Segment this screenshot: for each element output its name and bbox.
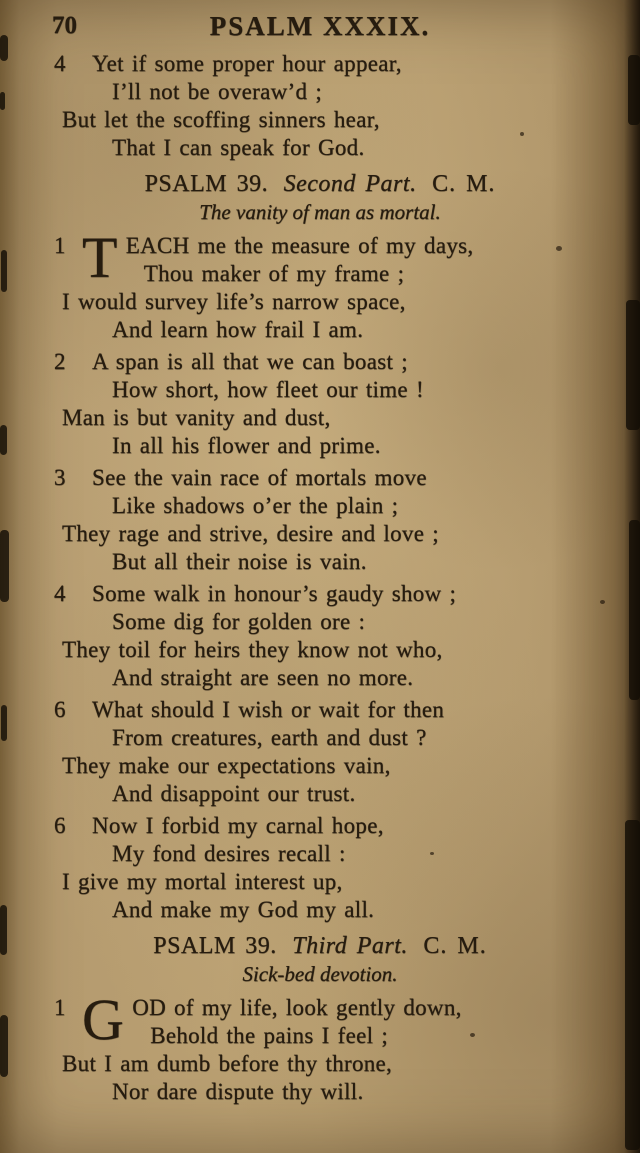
verse-line: But I am dumb before thy throne, bbox=[62, 1051, 393, 1076]
verse-line: And straight are seen no more. bbox=[112, 665, 414, 690]
verse-line: Some walk in honour’s gaudy show ; bbox=[92, 581, 457, 606]
binding-mark-left bbox=[1, 705, 7, 741]
binding-mark-left bbox=[0, 1015, 8, 1077]
psalm-subtitle: The vanity of man as mortal. bbox=[199, 200, 441, 224]
psalm-subtitle: Sick-bed devotion. bbox=[242, 962, 398, 986]
verse-line: And learn how frail I am. bbox=[112, 317, 364, 342]
verse-number: 6 bbox=[54, 813, 66, 838]
binding-mark-left bbox=[0, 92, 5, 110]
verse-line: In all his flower and prime. bbox=[112, 433, 381, 458]
drop-cap-letter: T bbox=[82, 225, 118, 290]
page-header bbox=[0, 8, 640, 50]
drop-cap-letter: G bbox=[82, 987, 125, 1052]
dropcap-block bbox=[62, 987, 640, 1052]
psalm-reference: PSALM 39. bbox=[153, 933, 277, 959]
verse-line: But let the scoffing sinners hear, bbox=[62, 107, 380, 132]
verse-line: Thou maker of my frame ; bbox=[143, 261, 405, 286]
verse-line: OD of my life, look gently down, bbox=[132, 995, 462, 1020]
verse-number: 1 bbox=[54, 233, 66, 258]
verse-line: And disappoint our trust. bbox=[112, 781, 356, 806]
verse-line: Behold the pains I feel ; bbox=[150, 1023, 389, 1048]
stanza-second-part-v2 bbox=[54, 348, 640, 460]
verse-line: I give my mortal interest up, bbox=[62, 869, 343, 894]
stanza-second-part-v1 bbox=[54, 225, 640, 344]
stanza-second-part-v6 bbox=[54, 812, 640, 924]
verse-line: Like shadows o’er the plain ; bbox=[112, 493, 399, 518]
verse-line: And make my God my all. bbox=[112, 897, 375, 922]
psalm-reference: PSALM 39. bbox=[144, 171, 269, 197]
verse-line: Some dig for golden ore : bbox=[112, 609, 366, 634]
part-name: Second Part. bbox=[283, 171, 417, 197]
verse-line: Man is but vanity and dust, bbox=[62, 405, 331, 430]
stanza-third-part-v1 bbox=[54, 987, 640, 1106]
psalm-part-heading bbox=[0, 171, 640, 198]
stanza-second-part-v5 bbox=[54, 696, 640, 808]
part-name: Third Part. bbox=[292, 933, 408, 959]
verse-line: That I can speak for God. bbox=[112, 135, 365, 160]
verse-line: See the vain race of mortals move bbox=[92, 465, 427, 490]
verse-line: They make our expectations vain, bbox=[62, 753, 391, 778]
stanza-second-part-v4 bbox=[54, 580, 640, 692]
verse-line: Now I forbid my carnal hope, bbox=[92, 813, 384, 838]
verse-line: I’ll not be overaw’d ; bbox=[112, 79, 323, 104]
verse-line: They toil for heirs they know not who, bbox=[62, 637, 443, 662]
stanza-second-part-v3 bbox=[54, 464, 640, 576]
verse-number: 6 bbox=[54, 697, 66, 722]
binding-mark-left bbox=[1, 250, 7, 292]
meter-label: C. M. bbox=[423, 933, 487, 959]
binding-mark-left bbox=[0, 530, 9, 602]
verse-line: How short, how fleet our time ! bbox=[112, 377, 424, 402]
dropcap-block bbox=[62, 225, 640, 290]
verse-number: 4 bbox=[54, 581, 66, 606]
verse-line: EACH me the measure of my days, bbox=[125, 233, 474, 258]
verse-line: But all their noise is vain. bbox=[112, 549, 367, 574]
running-head-title: PSALM XXXIX. bbox=[209, 11, 431, 41]
binding-mark-left bbox=[0, 425, 7, 455]
verse-line: A span is all that we can boast ; bbox=[92, 349, 408, 374]
page-number: 70 bbox=[52, 12, 77, 39]
verse-number: 2 bbox=[54, 349, 66, 374]
verse-line: My fond desires recall : bbox=[112, 841, 346, 866]
verse-line: They rage and strive, desire and love ; bbox=[62, 521, 439, 546]
verse-line: I would survey life’s narrow space, bbox=[62, 289, 406, 314]
stanza-first-part-v4 bbox=[54, 50, 640, 162]
verse-number: 1 bbox=[54, 995, 66, 1020]
psalm-part-heading bbox=[0, 933, 640, 960]
verse-number: 4 bbox=[54, 51, 66, 76]
verse-line: Yet if some proper hour appear, bbox=[92, 51, 402, 76]
meter-label: C. M. bbox=[432, 171, 496, 197]
verse-line: What should I wish or wait for then bbox=[92, 697, 445, 722]
verse-line: From creatures, earth and dust ? bbox=[112, 725, 427, 750]
verse-number: 3 bbox=[54, 465, 66, 490]
verse-line: Nor dare dispute thy will. bbox=[112, 1079, 364, 1104]
